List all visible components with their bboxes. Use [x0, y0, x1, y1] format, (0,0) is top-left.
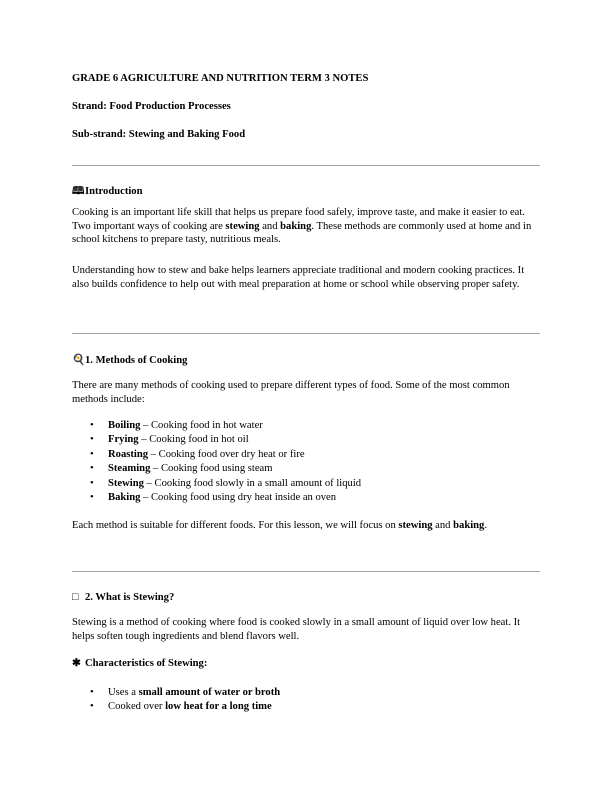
method-term: Stewing: [108, 477, 144, 489]
box-icon: □: [72, 592, 79, 603]
text: baking: [453, 520, 485, 531]
method-term: Frying: [108, 434, 139, 446]
text: Cooked over: [108, 701, 166, 713]
list-item: [72, 433, 542, 447]
text: Cooking is an important life skill that helps us prepare food safely, improve taste, and make it easier to eat. Two important ways of cooking are: [72, 207, 525, 232]
document-title: GRADE 6 AGRICULTURE AND NUTRITION TERM 3 NOTES: [72, 73, 369, 84]
method-term: Baking: [108, 492, 141, 504]
text: low heat for a long time: [165, 701, 272, 713]
text: .: [484, 520, 487, 531]
text: and: [432, 520, 454, 531]
strand: Strand: Food Production Processes: [72, 101, 231, 112]
divider: [72, 165, 540, 166]
text: baking: [280, 220, 312, 232]
frying-pan-icon: 🍳: [72, 355, 86, 366]
methods-list: [72, 419, 542, 505]
intro-heading: [72, 185, 542, 199]
list-item: [72, 462, 542, 476]
text: and: [259, 220, 281, 232]
list-item: [72, 419, 542, 433]
list-item: [72, 491, 542, 505]
text: stewing: [225, 220, 260, 232]
characteristics-heading-text: Characteristics of Stewing:: [85, 658, 208, 669]
stewing-paragraph: Stewing is a method of cooking where food is cooked slowly in a small amount of liquid over low heat. It helps soften tough ingredients and blend flavors well.: [72, 617, 521, 642]
methods-heading-text: 1. Methods of Cooking: [85, 355, 188, 366]
text: Uses a: [108, 687, 139, 698]
sub-strand: Sub-strand: Stewing and Baking Food: [72, 129, 246, 140]
list-item: [72, 477, 542, 491]
intro-heading-text: Introduction: [85, 186, 143, 197]
characteristics-list: [72, 686, 542, 715]
text: . These methods are commonly used at home and in school kitchens to prepare tasty, nutritious meals.: [72, 220, 532, 246]
list-item: [72, 700, 542, 714]
list-item: [72, 448, 542, 462]
methods-paragraph-1: There are many methods of cooking used to prepare different types of food. Some of the most common methods include:: [72, 380, 510, 405]
stewing-heading-text: 2. What is Stewing?: [85, 592, 175, 603]
method-desc: – Cooking food in hot oil: [138, 434, 249, 446]
method-term: Roasting: [108, 448, 149, 460]
methods-heading: [72, 354, 542, 368]
methods-paragraph-2: [72, 519, 542, 533]
text: Each method is suitable for different foods. For this lesson, we will focus on: [72, 520, 399, 531]
divider: [72, 333, 540, 334]
list-item: [72, 686, 542, 700]
asterisk-icon: ✱: [72, 658, 81, 669]
text: small amount of water or broth: [138, 687, 281, 698]
method-desc: – Cooking food using dry heat inside an oven: [140, 492, 337, 504]
method-term: Boiling: [108, 420, 141, 431]
method-desc: – Cooking food using steam: [150, 463, 273, 475]
book-icon: 🕮: [72, 186, 85, 197]
method-desc: – Cooking food over dry heat or fire: [148, 448, 305, 460]
method-term: Steaming: [108, 463, 151, 475]
method-desc: – Cooking food in hot water: [140, 420, 263, 431]
intro-paragraph-1: [72, 206, 542, 247]
stewing-heading: [72, 591, 542, 605]
divider: [72, 571, 540, 572]
method-desc: – Cooking food slowly in a small amount of liquid: [143, 477, 362, 489]
text: stewing: [398, 520, 433, 531]
characteristics-heading: [72, 657, 542, 671]
intro-paragraph-2: Understanding how to stew and bake helps learners appreciate traditional and modern cooking practices. It also builds confidence to help out with meal preparation at home or school while observing proper safety.: [72, 265, 525, 290]
